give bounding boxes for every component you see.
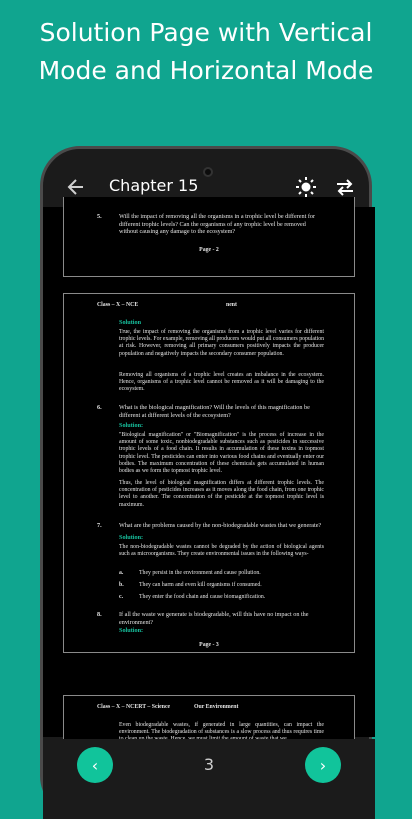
solution-label: Solution: [119, 422, 144, 429]
solution-paragraph: Thus, the level of biological magnification differs at different trophic levels. The concentration of pesticides increases as it moves along the food chain, from one trophic level to another. The concentration of the pesticide at the topmost trophic level is maximum. [119, 480, 324, 508]
list-item [119, 582, 262, 588]
page-header-right: Our Environment [194, 704, 239, 710]
list-text: They can harm and even kill organisms if consumed. [139, 582, 262, 588]
question-text: What is the biological magnification? Will the levels of this magnification be different at different levels of the ecosystem? [119, 404, 310, 419]
promo-heading [0, 14, 412, 90]
brightness-icon[interactable] [295, 176, 317, 198]
solution-paragraph: The non-biodegradable wastes cannot be degraded by the action of biological agents such as microorganisms. They create environmental issues in the following ways- [119, 544, 324, 558]
page-label: Page - 3 [199, 642, 219, 648]
question-number: 5. [97, 213, 102, 220]
solution-label: Solution [119, 319, 142, 326]
list-text: They persist in the environment and cause pollution. [139, 570, 261, 576]
arrow-left-icon[interactable] [67, 176, 85, 198]
list-item [119, 594, 266, 600]
list-marker: a. [119, 570, 124, 576]
next-page-button[interactable]: › [305, 747, 341, 783]
list-marker: b. [119, 582, 124, 588]
document-paragraph: Even biodegradable wastes, if generated in large quantities, can impact the environment. The biodegradation of substances is a slow process and thus requires time [119, 722, 324, 736]
solution-label: Solution: [119, 534, 144, 541]
promo-line-2: Mode and Horizontal Mode [38, 56, 374, 85]
swap-horizontal-icon[interactable] [335, 177, 355, 197]
document-page [63, 197, 355, 277]
page-label: Page - 2 [199, 247, 219, 253]
page-header-left: Class – X – NCE [97, 302, 139, 308]
question-text: What are the problems caused by the non-biodegradable wastes that we generate? [119, 522, 322, 529]
document-viewer[interactable] [43, 207, 375, 737]
question-number: 7. [97, 522, 102, 529]
solution-paragraph: Removing all organisms of a trophic level creates an imbalance in the ecosystem. Hence, organisms of a trophic level cannot be removed as it will be damaging to the ecosystem. [119, 372, 324, 393]
solution-label: Solution: [119, 627, 144, 634]
page-header-left: Class – X – NCERT – Science [97, 704, 171, 710]
page-title: Chapter 15 [109, 176, 199, 195]
solution-paragraph: "Biological magnification" or "Biomagnification" is the process of increase in the amount of some toxic, nonbiodegradable substances such as pesticides in successive trophic levels of a food chain. It results in accumulation of these toxins in topmost trophic level. The pesticides can enter into various food chains and eventually enter our bodies. The maximum concentration of these chemicals gets accumulated in human bodies as we form the topmost trophic level. [119, 432, 324, 475]
list-item [119, 570, 261, 576]
current-page-number: 3 [203, 755, 215, 774]
page-header-right: nent [226, 302, 237, 308]
question-text: Will the impact of removing all the organisms in a trophic level be different for different trophic levels? Can the organisms of any trophic level be removed without causing any damage to the ecosystem? [119, 213, 316, 235]
list-marker: c. [119, 594, 124, 600]
solution-paragraph: True, the impact of removing the organisms from a trophic level varies for different trophic levels. For example, removing all producers would put all consumers population at risk. However, removing all primary consumers positively impacts the producer population and negatively impacts the secondary consumer population. [119, 329, 324, 357]
previous-page-button[interactable]: ‹ [77, 747, 113, 783]
promo-line-1: Solution Page with Vertical [39, 18, 373, 47]
question-number: 6. [97, 404, 102, 411]
phone-frame [40, 146, 372, 816]
question-text: If all the waste we generate is biodegradable, will this have no impact on the environment? [119, 611, 309, 626]
bottom-navigation [43, 739, 375, 819]
document-page [63, 293, 355, 653]
question-number: 8. [97, 611, 102, 618]
list-text: They enter the food chain and cause biomagnification. [139, 594, 266, 600]
